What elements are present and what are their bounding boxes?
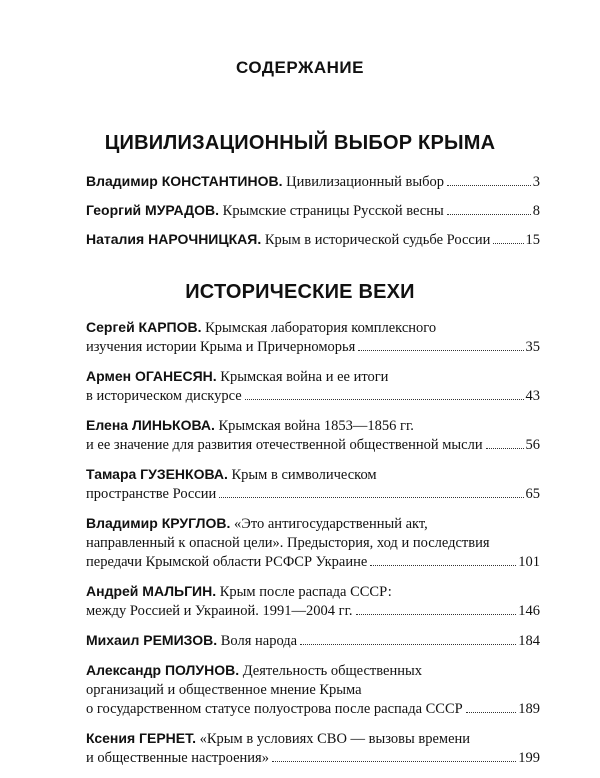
entry-title-text: направленный к опасной цели». Предыстория, ход и последствия — [86, 535, 490, 551]
entry-author: Георгий МУРАДОВ. — [86, 202, 220, 218]
dot-leaders — [272, 761, 516, 762]
dot-leaders — [493, 243, 523, 244]
entry-title-text: пространстве России — [86, 486, 217, 502]
toc-entry[interactable] — [86, 514, 540, 572]
entry-title-text: «Крым в условиях СВО — вызовы времени — [199, 731, 471, 747]
entry-author: Ксения ГЕРНЕТ. — [86, 730, 196, 746]
entry-title-text: Крым в исторической судьбе России — [264, 232, 491, 248]
toc-entry[interactable] — [86, 318, 540, 357]
section-title: ИСТОРИЧЕСКИЕ ВЕХИ — [185, 281, 415, 303]
entry-page-number: 184 — [518, 633, 540, 649]
toc-entry[interactable] — [86, 729, 540, 768]
toc-entry[interactable] — [86, 631, 540, 651]
entry-title-text: Крым в символическом — [231, 467, 377, 483]
entry-title-text: передачи Крымской области РСФСР Украине — [86, 554, 368, 570]
toc-entry-line — [86, 553, 540, 572]
toc-entry-line — [86, 749, 540, 768]
entry-title-text: о государственном статусе полуострова после распада СССР — [86, 701, 463, 717]
entry-title-text: Деятельность общественных — [242, 663, 422, 679]
toc-entry-line — [86, 465, 540, 485]
entry-title-text: «Это антигосударственный акт, — [234, 516, 428, 532]
toc-entry-line — [86, 582, 540, 602]
toc-entry-line — [86, 318, 540, 338]
entry-author: Михаил РЕМИЗОВ. — [86, 632, 218, 648]
entry-author: Наталия НАРОЧНИЦКАЯ. — [86, 231, 262, 247]
entry-page-number: 65 — [525, 486, 540, 502]
entry-title-text: Крымская война 1853—1856 гг. — [218, 418, 414, 434]
toc-entry[interactable] — [86, 201, 540, 221]
entry-title-text: в историческом дискурсе — [86, 388, 242, 404]
entry-author: Сергей КАРПОВ. — [86, 319, 202, 335]
toc-entry-line — [86, 661, 540, 681]
entry-page-number: 8 — [532, 203, 540, 219]
dot-leaders — [466, 712, 517, 713]
toc-entry-line — [86, 729, 540, 749]
toc-entry-line — [86, 172, 540, 192]
toc-entry-line — [86, 534, 540, 553]
toc-entry-line — [86, 514, 540, 534]
entry-title-text: Крым после распада СССР: — [219, 584, 392, 600]
dot-leaders — [370, 565, 516, 566]
entry-title-text: Крымская лаборатория комплексного — [205, 320, 437, 336]
entry-title-text: Крымская война и ее итоги — [220, 369, 389, 385]
toc-entry[interactable] — [86, 661, 540, 719]
toc-title: СОДЕРЖАНИЕ — [236, 58, 364, 77]
entry-author: Владимир КОНСТАНТИНОВ. — [86, 173, 283, 189]
dot-leaders — [300, 644, 516, 645]
toc-entry[interactable] — [86, 367, 540, 406]
dot-leaders — [219, 497, 523, 498]
toc-entry-line — [86, 700, 540, 719]
dot-leaders — [486, 448, 524, 449]
toc-entry-line — [86, 367, 540, 387]
dot-leaders — [447, 185, 531, 186]
toc-entry[interactable] — [86, 416, 540, 455]
entry-title-text: Крымские страницы Русской весны — [222, 203, 444, 219]
entry-title-text: Цивилизационный выбор — [286, 174, 445, 190]
entry-title-text: и ее значение для развития отечественной общественной мысли — [86, 437, 483, 453]
entry-title-text: организаций и общественное мнение Крыма — [86, 682, 362, 698]
entry-author: Владимир КРУГЛОВ. — [86, 515, 231, 531]
entry-author: Александр ПОЛУНОВ. — [86, 662, 240, 678]
entry-author: Елена ЛИНЬКОВА. — [86, 417, 215, 433]
section-entries — [86, 172, 540, 259]
entry-author: Армен ОГАНЕСЯН. — [86, 368, 217, 384]
dot-leaders — [447, 214, 531, 215]
toc-entry[interactable] — [86, 172, 540, 192]
dot-leaders — [358, 350, 523, 351]
dot-leaders — [245, 399, 524, 400]
entry-page-number: 199 — [518, 750, 540, 766]
toc-entry-line — [86, 416, 540, 436]
entry-title-text: между Россией и Украиной. 1991—2004 гг. — [86, 603, 353, 619]
toc-entry[interactable] — [86, 465, 540, 504]
entry-title-text: и общественные настроения» — [86, 750, 269, 766]
entry-page-number: 101 — [518, 554, 540, 570]
entry-title-text: изучения истории Крыма и Причерноморья — [86, 339, 356, 355]
entry-page-number: 56 — [525, 437, 540, 453]
toc-entry-line — [86, 387, 540, 406]
toc-entry[interactable] — [86, 230, 540, 250]
toc-entry-line — [86, 436, 540, 455]
entry-author: Тамара ГУЗЕНКОВА. — [86, 466, 228, 482]
entry-title-text: Воля народа — [220, 633, 298, 649]
entry-page-number: 35 — [525, 339, 540, 355]
entry-author: Андрей МАЛЬГИН. — [86, 583, 217, 599]
section-entries — [86, 318, 540, 778]
toc-entry-line — [86, 681, 540, 700]
toc-entry-line — [86, 631, 540, 651]
entry-page-number: 43 — [525, 388, 540, 404]
toc-entry-line — [86, 485, 540, 504]
toc-entry-line — [86, 230, 540, 250]
entry-page-number: 15 — [525, 232, 540, 248]
entry-page-number: 3 — [532, 174, 540, 190]
toc-entry-line — [86, 201, 540, 221]
entry-page-number: 189 — [518, 701, 540, 717]
dot-leaders — [356, 614, 517, 615]
toc-entry-line — [86, 602, 540, 621]
toc-entry[interactable] — [86, 582, 540, 621]
entry-page-number: 146 — [518, 603, 540, 619]
section-title: ЦИВИЛИЗАЦИОННЫЙ ВЫБОР КРЫМА — [104, 132, 496, 154]
toc-entry-line — [86, 338, 540, 357]
